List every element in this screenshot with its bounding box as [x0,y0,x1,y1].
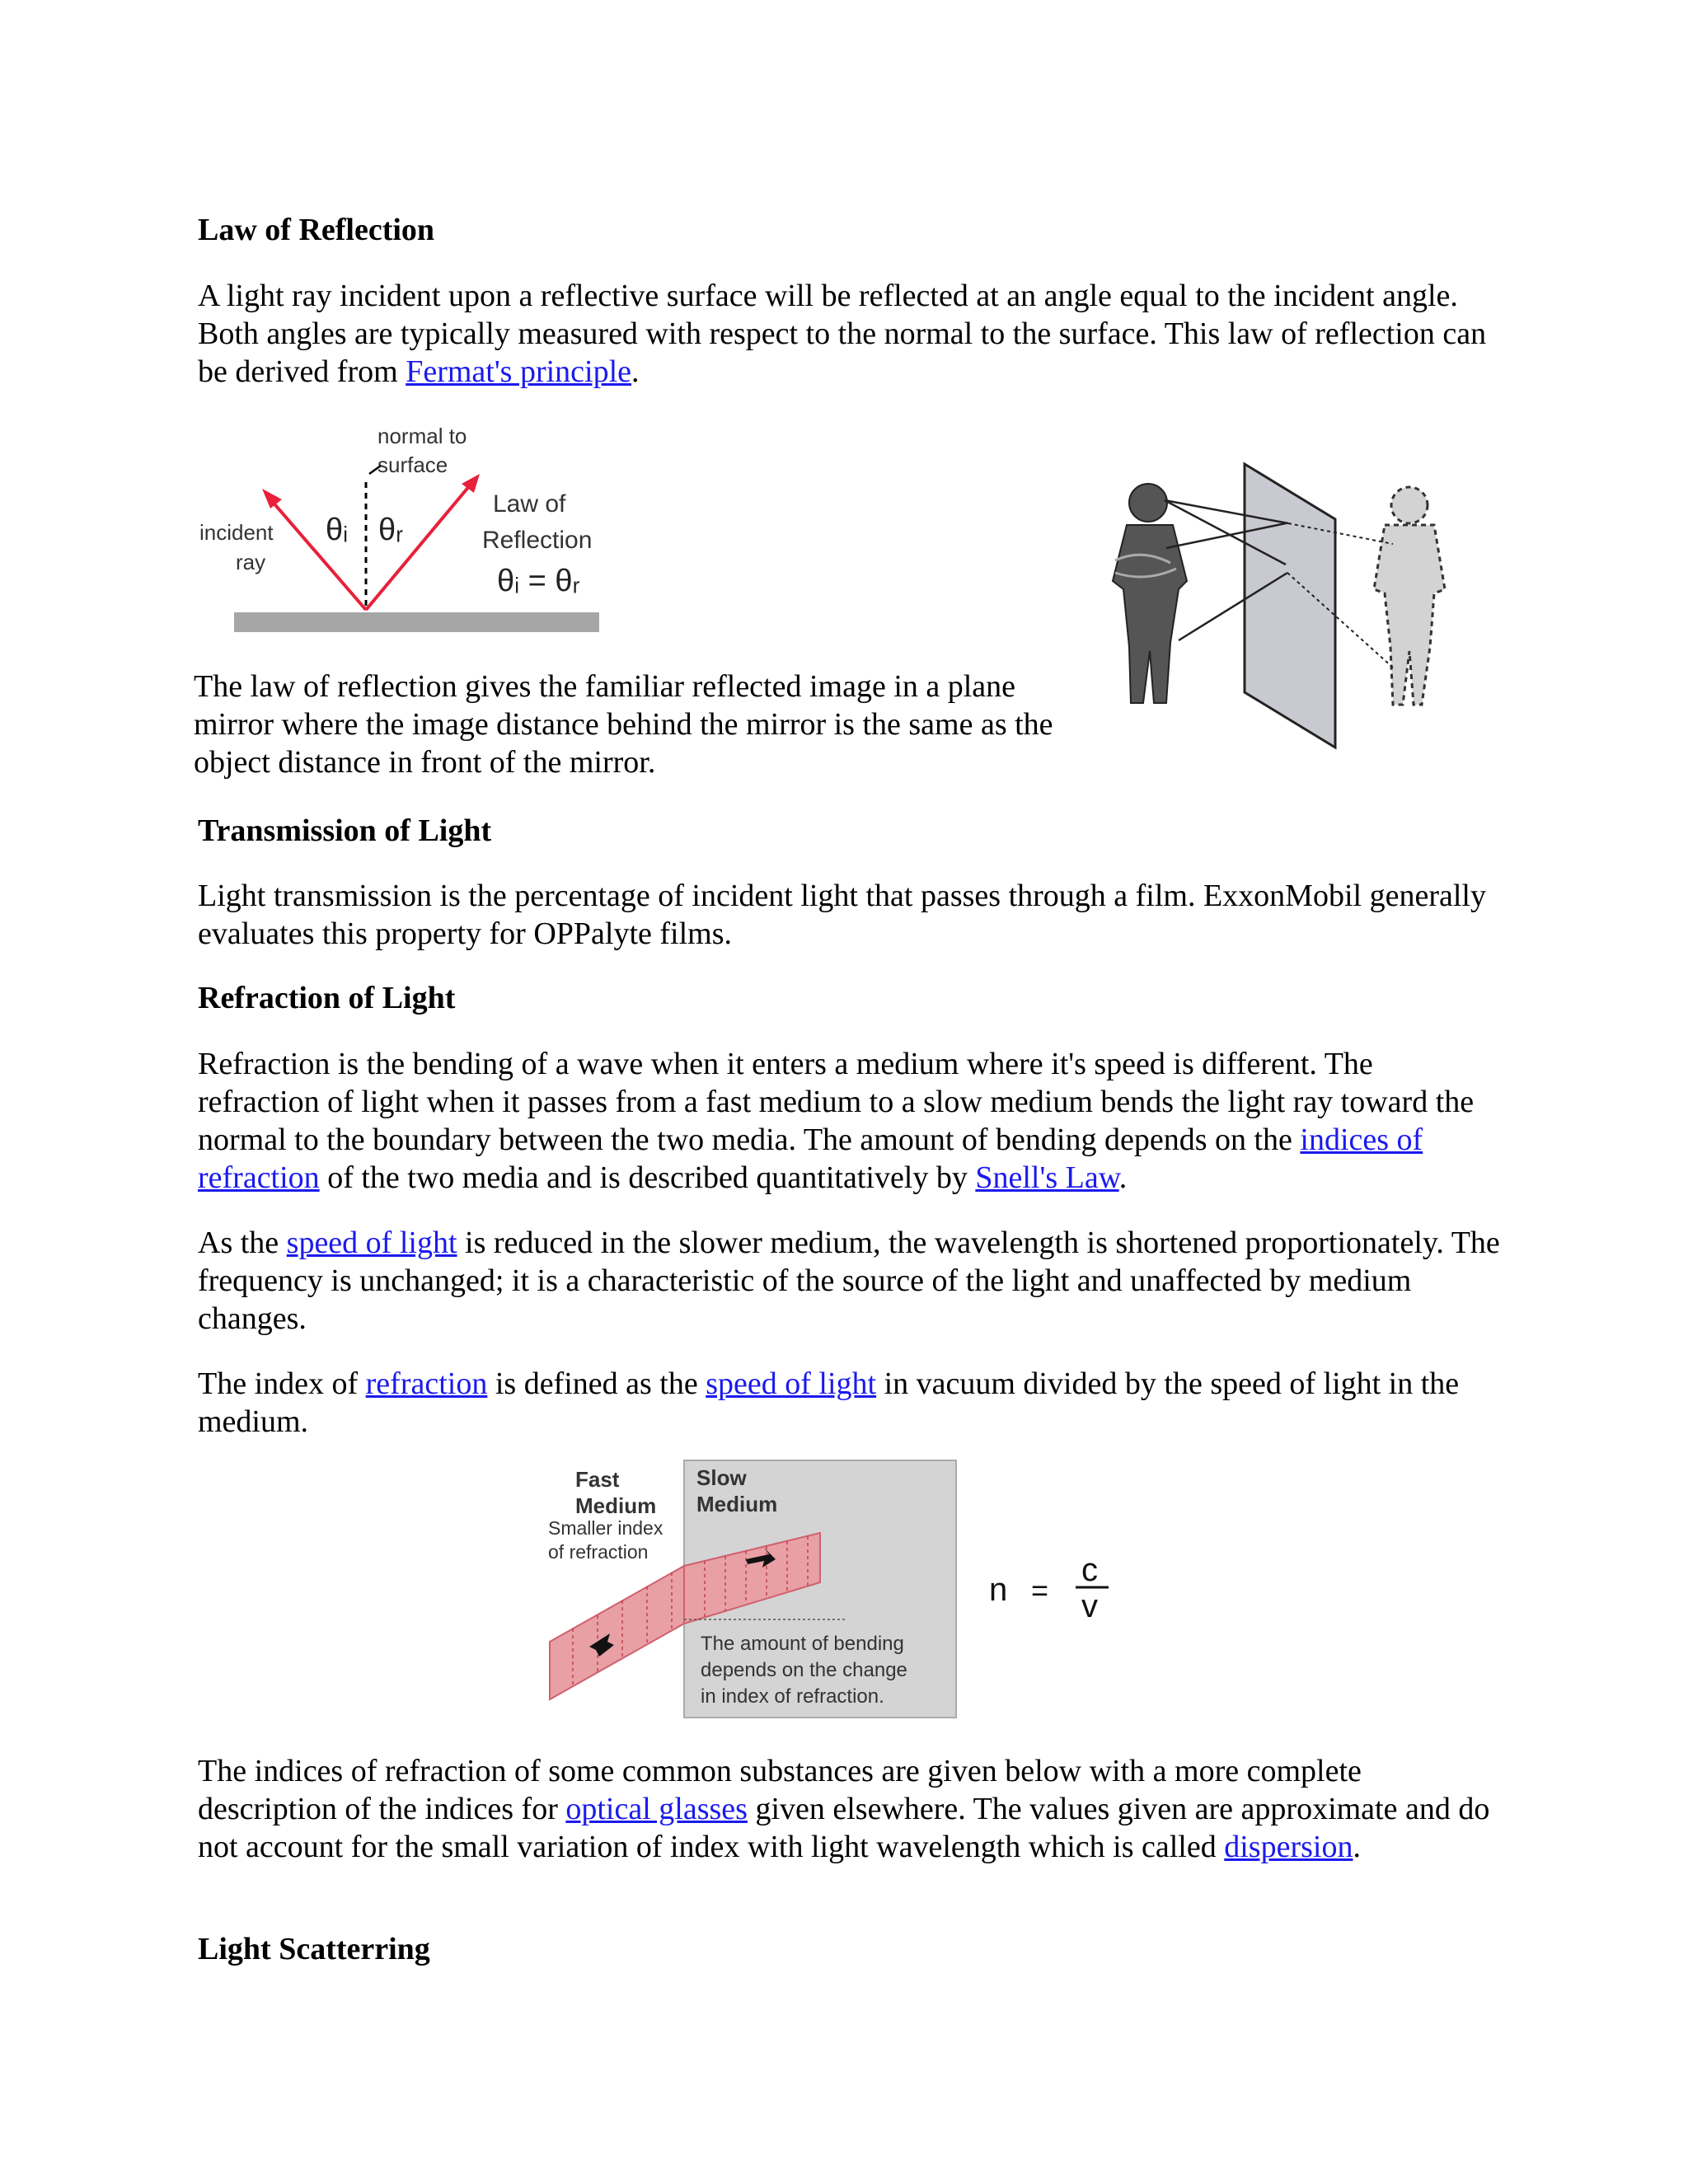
period: . [1118,1160,1128,1195]
period: . [631,354,640,389]
heading-light-scattering: Light Scatterring [198,1932,430,1966]
person-silhouette-icon [1113,484,1187,703]
link-indices-of-refraction[interactable]: indices of refraction [198,1122,1423,1195]
refraction-text-d: is reduced in the slower medium, the wavelength is shortened proportionately. The frequency is unchanged; it is a characteristic of the source of the light and unaffected by medium changes. [198,1226,1500,1336]
incident-ray [266,494,366,610]
link-fermats-principle[interactable]: Fermat's principle [406,354,632,389]
refraction-text-f: is defined as the [487,1366,706,1401]
refraction-text-h: The indices of refraction of some common substances are given below with a more complete description of the indices for [198,1754,1362,1826]
link-dispersion[interactable]: dispersion [1224,1830,1353,1864]
link-speed-of-light-1[interactable]: speed of light [286,1226,457,1260]
law-label-2: Reflection [482,527,593,554]
fast-label-3: Smaller index [548,1517,663,1539]
refraction-paragraph-1 [198,1045,1500,1197]
mirror-panel [1245,464,1335,748]
period: . [1353,1830,1361,1864]
beam-fast-medium [550,1566,684,1699]
note-line-1: The amount of bending [701,1633,904,1655]
formula-v: v [1081,1588,1098,1624]
plane-mirror-paragraph: The law of reflection gives the familiar reflected image in a plane mirror where the image distance behind the mirror is the same as the object distance in front of the mirror. [194,669,1053,780]
reflective-surface [234,612,599,632]
virtual-image-icon [1374,487,1445,705]
link-speed-of-light-2[interactable]: speed of light [706,1366,877,1401]
refraction-text-a: Refraction is the bending of a wave when it enters a medium where it's speed is different. The refraction of light when it passes from a fast medium to a slow medium bends the light ray toward the normal to the boundary between the two media. The amount of bending depends on the [198,1047,1475,1157]
reflection-paragraph [198,277,1500,391]
plane-mirror-illustration [1109,457,1463,754]
formula-n: n [989,1572,1008,1608]
refraction-text-b: of the two media and is described quantitatively by [319,1160,976,1195]
theta-r-label: θᵣ [378,513,404,547]
normal-label-1: normal to [377,424,467,448]
refraction-text-e: The index of [198,1366,366,1401]
link-snells-law[interactable]: Snell's Law [975,1160,1119,1195]
incident-arrowhead [262,489,282,509]
refraction-paragraph-3 [198,1365,1500,1441]
link-refraction[interactable]: refraction [365,1366,488,1401]
fast-label-2: Medium [575,1493,657,1518]
refraction-diagram [540,1459,1133,1731]
refraction-text-i: given elsewhere. The values given are approximate and do not account for the small variation of index with light wavelength which is called [198,1792,1490,1864]
transmission-paragraph: Light transmission is the percentage of incident light that passes through a film. ExxonMobil generally evaluates this property for OPPalyte films. [198,879,1486,951]
fast-label-1: Fast [575,1467,620,1492]
refraction-text-c: As the [198,1226,287,1260]
equation-label: θᵢ = θᵣ [497,564,580,598]
heading-law-of-reflection: Law of Reflection [198,213,435,247]
slow-label-1: Slow [696,1465,747,1490]
refraction-paragraph-2 [198,1224,1500,1338]
reflection-paragraph-text: A light ray incident upon a reflective surface will be reflected at an angle equal to the incident angle. Both angles are typically measured with respect to the normal to the surface. This law of reflection can be derived from [198,279,1487,389]
heading-transmission-of-light: Transmission of Light [198,813,492,848]
incident-label-1: incident [199,520,274,545]
law-of-reflection-diagram [190,416,618,639]
note-line-2: depends on the change [701,1659,907,1681]
refraction-text-g: in vacuum divided by the speed of light in the medium. [198,1366,1460,1439]
refraction-paragraph-4 [198,1752,1500,1866]
incident-label-2: ray [236,550,266,574]
heading-refraction-of-light: Refraction of Light [198,981,456,1015]
link-optical-glasses[interactable]: optical glasses [565,1792,748,1826]
fast-label-4: of refraction [548,1541,649,1563]
slow-label-2: Medium [696,1492,778,1516]
formula-equals: = [1031,1573,1049,1607]
normal-label-2: surface [377,452,448,477]
law-label-1: Law of [493,490,566,518]
theta-i-label: θᵢ [326,513,349,547]
formula-c: c [1081,1552,1098,1588]
note-line-3: in index of refraction. [701,1685,884,1708]
